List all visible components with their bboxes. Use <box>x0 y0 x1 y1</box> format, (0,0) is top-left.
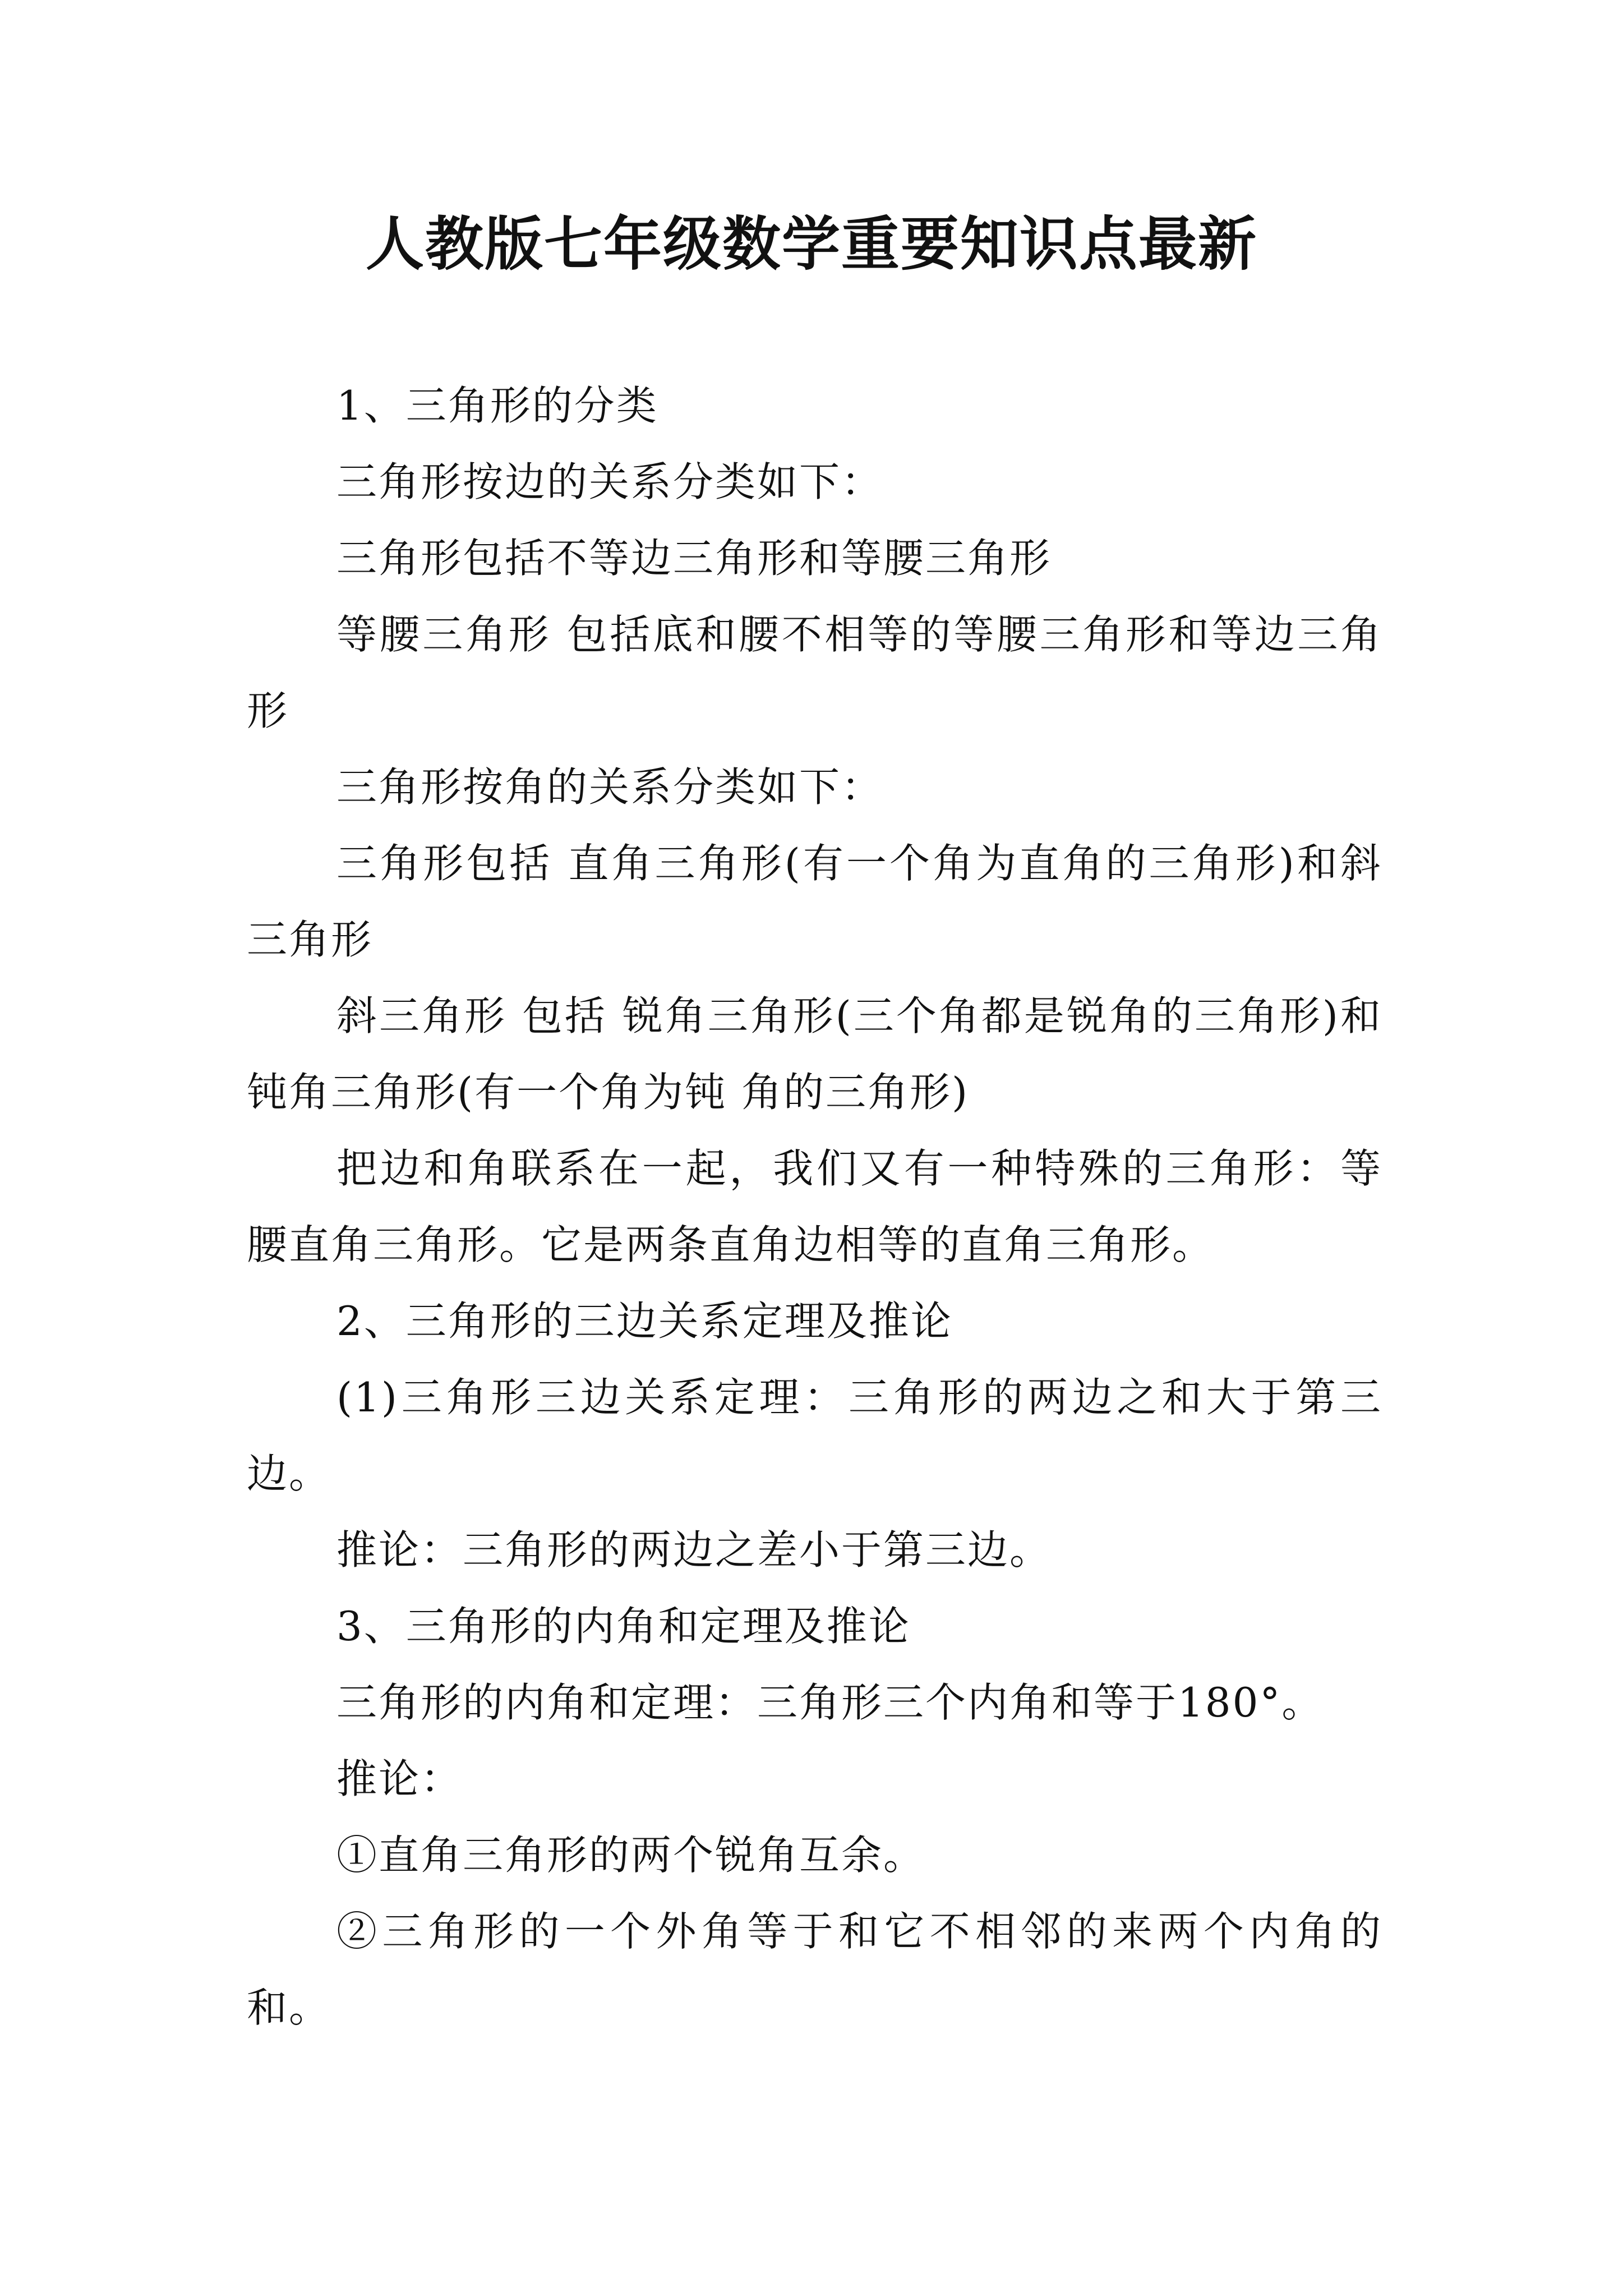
document-title: 人教版七年级数学重要知识点最新 <box>365 209 1257 278</box>
list-item: ①直角三角形的两个锐角互余。 <box>336 1832 926 1879</box>
paragraph: (1)三角形三边关系定理：三角形的两边之和大于第三边。 <box>247 1374 1382 1497</box>
paragraph: 斜三角形 包括 锐角三角形(三个角都是锐角的三角形)和 钝角三角形(有一个角为钝 角的三角形) <box>247 992 1382 1116</box>
section-heading-2: 2、三角形的三边关系定理及推论 <box>336 1297 953 1345</box>
paragraph: 推论：三角形的两边之差小于第三边。 <box>336 1526 1052 1573</box>
paragraph: 三角形包括不等边三角形和等腰三角形 <box>336 535 1052 582</box>
document-body <box>247 367 1382 2046</box>
paragraph: 三角形按边的关系分类如下： <box>336 458 884 505</box>
paragraph: 三角形按角的关系分类如下： <box>336 763 884 811</box>
paragraph: 等腰三角形 包括底和腰不相等的等腰三角形和等边三角形 <box>247 611 1382 734</box>
section-heading-1: 1、三角形的分类 <box>336 382 658 429</box>
paragraph: 把边和角联系在一起，我们又有一种特殊的三角形：等腰直角三角形。它是两条直角边相等的直角三角形。 <box>247 1145 1382 1268</box>
paragraph: 三角形的内角和定理：三角形三个内角和等于180°。 <box>336 1679 1324 1726</box>
list-item: ②三角形的一个外角等于和它不相邻的来两个内角的和。 <box>247 1908 1382 2031</box>
paragraph: 推论： <box>336 1755 463 1802</box>
section-heading-3: 3、三角形的内角和定理及推论 <box>336 1603 911 1650</box>
paragraph: 三角形包括 直角三角形(有一个角为直角的三角形)和斜三角形 <box>247 840 1382 963</box>
